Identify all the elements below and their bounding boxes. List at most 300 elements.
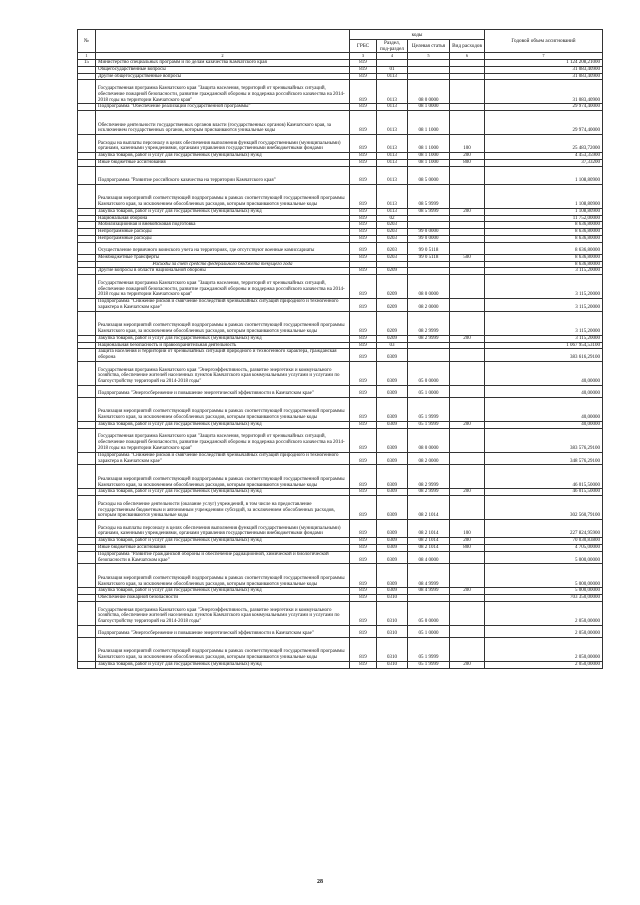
row-amount: 8 636,80000 (485, 235, 603, 242)
row-section: 0113 (377, 111, 408, 135)
row-name: Подпрограмма "Энергосбережение и повышение энергетической эффективности в Камчатском крае" (96, 385, 350, 397)
row-target: 08 2 0000 (408, 299, 450, 312)
row-name: Государственная программа Камчатского края "Энергоэффективность, развитие энергетики и коммунального хозяйства, обеспечение жителей населенных пунктов Камчатского края коммунальными услугами и услугами по благоустройству территорий на 2014-2018 годы" (96, 361, 350, 385)
row-section: 0113 (377, 184, 408, 208)
row-number (78, 80, 96, 104)
row-number (78, 268, 96, 275)
table-row (78, 465, 603, 489)
row-amount: 3 115,20000 (485, 275, 603, 299)
row-amount: 31 083,40900 (485, 73, 603, 80)
row-amount: 348 576,29100 (485, 452, 603, 465)
row-amount: 8 636,80000 (485, 222, 603, 229)
row-target: 08 2 1014 (408, 544, 450, 551)
table-row (78, 311, 603, 335)
row-amount: 40,00000 (485, 361, 603, 385)
row-grbs: 819 (350, 564, 377, 588)
table-row (78, 342, 603, 349)
table-row (78, 428, 603, 452)
row-name: Подпрограмма "Развитие гражданской обороны и обеспечение радиационной, химической и биологической безопасности в Камчатском крае" (96, 551, 350, 564)
row-target (408, 261, 450, 268)
column-numbers-row (78, 53, 603, 60)
row-amount: 31 083,40900 (485, 80, 603, 104)
row-grbs: 819 (350, 349, 377, 362)
row-number (78, 661, 96, 668)
row-section: 0113 (377, 73, 408, 80)
row-target: 05 1 0000 (408, 385, 450, 397)
row-section: 0203 (377, 254, 408, 261)
table-row (78, 229, 603, 236)
table-row (78, 520, 603, 538)
row-name: Реализация мероприятий соответствующей подпрограммы в рамках соответствующей государственной программы Камчатского края, за исключением обособленных расходов, которым присваиваются уникальные коды (96, 465, 350, 489)
row-number (78, 428, 96, 452)
row-name: Министерство специальных программ и по делам казачества Камчатского края (96, 60, 350, 67)
table-row (78, 73, 603, 80)
row-target: 99 0 0000 (408, 235, 450, 242)
row-target: 99 0 0000 (408, 229, 450, 236)
row-section: 0113 (377, 208, 408, 215)
row-target: 08 2 9999 (408, 335, 450, 342)
row-vid (450, 66, 485, 73)
row-grbs: 819 (350, 335, 377, 342)
table-row (78, 489, 603, 496)
row-name: Общегосударственные вопросы (96, 66, 350, 73)
row-section: 0309 (377, 551, 408, 564)
row-vid: 100 (450, 135, 485, 153)
row-vid (450, 564, 485, 588)
row-name: Государственная программа Камчатского края "Энергоэффективность, развитие энергетики и коммунального хозяйства, обеспечение жителей населенных пунктов Камчатского края коммунальными услугами и услугами по благоустройству территорий на 2014-2018 годы" (96, 601, 350, 625)
row-section: 0203 (377, 242, 408, 254)
table-row (78, 421, 603, 428)
row-grbs: 819 (350, 235, 377, 242)
table-row (78, 261, 603, 268)
row-number (78, 595, 96, 602)
row-grbs: 819 (350, 215, 377, 222)
row-vid (450, 268, 485, 275)
table-row (78, 335, 603, 342)
row-section: 0310 (377, 595, 408, 602)
row-number (78, 215, 96, 222)
row-number (78, 564, 96, 588)
row-number (78, 166, 96, 184)
row-target: 08 2 9999 (408, 489, 450, 496)
row-vid: 200 (450, 153, 485, 160)
row-name: Непрограммные расходы (96, 235, 350, 242)
header-amount: Годовой объем ассигнований (485, 30, 603, 53)
row-name: Расходы на выплаты персоналу в целях обеспечения выполнения функций государственными (муниципальными) органами, казенными учреждениями, органами управления государственными внебюджетными фондами (96, 135, 350, 153)
table-row (78, 268, 603, 275)
row-vid (450, 73, 485, 80)
row-section: 0113 (377, 159, 408, 166)
row-target: 08 0 0000 (408, 80, 450, 104)
row-target (408, 268, 450, 275)
row-number (78, 222, 96, 229)
row-grbs: 819 (350, 397, 377, 421)
row-grbs: 819 (350, 311, 377, 335)
row-vid (450, 229, 485, 236)
row-section: 0209 (377, 268, 408, 275)
row-name: Государственная программа Камчатского края "Защита населения, территорий от чрезвычайных ситуаций, обеспечение пожарной безопасности, развитие гражданской обороны и поддержка российского казачества на 2014-2018 годы на территории Камчатского края" (96, 428, 350, 452)
row-name: Межбюджетные трансферты (96, 254, 350, 261)
header-section: Раздел, под-раздел (377, 40, 408, 53)
table-row (78, 564, 603, 588)
table-row (78, 299, 603, 312)
row-number (78, 625, 96, 637)
row-name: Реализация мероприятий соответствующей подпрограммы в рамках соответствующей государственной программы Камчатского края, за исключением обособленных расходов, которым присваиваются уникальные коды (96, 564, 350, 588)
header-vid: Вид расходов (450, 40, 485, 53)
row-amount: 2 050,00000 (485, 637, 603, 661)
row-amount: 4 453,35900 (485, 153, 603, 160)
row-target: 08 1 1000 (408, 111, 450, 135)
row-grbs: 819 (350, 60, 377, 67)
header-target: Целевая статья (408, 40, 450, 53)
row-number (78, 588, 96, 595)
row-amount: 40,00000 (485, 397, 603, 421)
row-name: Другие вопросы в области национальной обороны (96, 268, 350, 275)
row-section: 0309 (377, 452, 408, 465)
row-amount: 11 752,00000 (485, 215, 603, 222)
row-target: 08 4 0000 (408, 551, 450, 564)
row-grbs: 819 (350, 428, 377, 452)
row-amount: 227 824,95900 (485, 520, 603, 538)
row-amount: 1 108,80900 (485, 208, 603, 215)
row-vid: 500 (450, 254, 485, 261)
row-grbs: 819 (350, 544, 377, 551)
table-row (78, 661, 603, 668)
row-amount: 3 115,20000 (485, 311, 603, 335)
row-section: 0310 (377, 601, 408, 625)
row-vid: 200 (450, 208, 485, 215)
row-amount: 1 108,80900 (485, 184, 603, 208)
row-target: 08 2 1014 (408, 496, 450, 520)
row-number (78, 342, 96, 349)
row-vid: 200 (450, 538, 485, 545)
row-vid (450, 184, 485, 208)
row-vid (450, 299, 485, 312)
row-amount: 2 050,00000 (485, 661, 603, 668)
row-name: Закупка товаров, работ и услуг для государственных (муниципальных) нужд (96, 489, 350, 496)
table-row (78, 349, 603, 362)
row-amount: 703 350,00000 (485, 595, 603, 602)
row-vid (450, 349, 485, 362)
row-grbs: 819 (350, 229, 377, 236)
header-number: № (78, 30, 96, 53)
row-grbs: 819 (350, 452, 377, 465)
row-grbs: 819 (350, 625, 377, 637)
row-name: Подпрограмма "Обеспечение реализации государственной программы" (96, 104, 350, 111)
row-vid: 200 (450, 588, 485, 595)
table-row (78, 385, 603, 397)
table-row (78, 551, 603, 564)
row-number (78, 104, 96, 111)
row-name: Расходы за счет средств федерального бюджета текущего года (96, 261, 350, 268)
row-section: 0113 (377, 104, 408, 111)
row-section: 0113 (377, 153, 408, 160)
row-amount: 3 115,20000 (485, 335, 603, 342)
row-grbs: 819 (350, 135, 377, 153)
row-target (408, 215, 450, 222)
row-target: 05 0 0000 (408, 601, 450, 625)
row-grbs: 819 (350, 595, 377, 602)
row-vid (450, 465, 485, 489)
table-row (78, 215, 603, 222)
row-vid (450, 625, 485, 637)
row-target: 08 1 1000 (408, 153, 450, 160)
row-target: 05 1 9999 (408, 397, 450, 421)
row-number (78, 229, 96, 236)
row-target (408, 342, 450, 349)
row-target: 08 2 0000 (408, 452, 450, 465)
row-vid (450, 551, 485, 564)
row-amount: 8 636,80000 (485, 229, 603, 236)
row-grbs: 819 (350, 601, 377, 625)
row-grbs: 819 (350, 159, 377, 166)
row-number (78, 242, 96, 254)
row-section: 02 (377, 215, 408, 222)
row-amount: 1 108,80900 (485, 166, 603, 184)
row-target: 08 2 1014 (408, 538, 450, 545)
row-vid (450, 80, 485, 104)
row-grbs: 819 (350, 275, 377, 299)
row-number (78, 349, 96, 362)
row-amount: 8 636,80000 (485, 261, 603, 268)
row-name: Национальная оборона (96, 215, 350, 222)
row-amount: 5 000,00000 (485, 588, 603, 595)
row-amount: 1 067 954,53100 (485, 342, 603, 349)
row-grbs: 819 (350, 184, 377, 208)
row-section: 0209 (377, 299, 408, 312)
row-number (78, 397, 96, 421)
row-target: 99 0 5118 (408, 254, 450, 261)
row-number (78, 135, 96, 153)
row-target: 08 0 0000 (408, 428, 450, 452)
row-grbs: 819 (350, 166, 377, 184)
row-name: Закупка товаров, работ и услуг для государственных (муниципальных) нужд (96, 421, 350, 428)
row-target: 05 1 9999 (408, 421, 450, 428)
table-row (78, 544, 603, 551)
row-name: Другие общегосударственные вопросы (96, 73, 350, 80)
table-row (78, 60, 603, 67)
row-vid (450, 111, 485, 135)
header-codes: коды (350, 30, 485, 40)
table-row (78, 80, 603, 104)
row-section: 03 (377, 342, 408, 349)
row-amount: 70 030,83800 (485, 538, 603, 545)
row-number (78, 496, 96, 520)
row-grbs: 819 (350, 421, 377, 428)
row-number (78, 153, 96, 160)
row-name: Подпрограмма "Развитие российского казачества на территории Камчатского края" (96, 166, 350, 184)
row-name: Государственная программа Камчатского края "Защита населения, территорий от чрезвычайных ситуаций, обеспечение пожарной безопасности, развитие гражданской обороны и поддержка российского казачества на 2014-2018 годы на территории Камчатского края" (96, 80, 350, 104)
row-name: Государственная программа Камчатского края "Защита населения, территорий от чрезвычайных ситуаций, обеспечение пожарной безопасности, развитие гражданской обороны и поддержка российского казачества на 2014-2018 годы на территории Камчатского края" (96, 275, 350, 299)
row-number (78, 421, 96, 428)
table-row (78, 637, 603, 661)
row-amount: 37,33200 (485, 159, 603, 166)
row-grbs: 819 (350, 153, 377, 160)
row-vid (450, 637, 485, 661)
table-row (78, 235, 603, 242)
row-number (78, 254, 96, 261)
row-vid: 100 (450, 520, 485, 538)
row-target: 08 4 9999 (408, 564, 450, 588)
row-section: 0309 (377, 544, 408, 551)
row-number (78, 452, 96, 465)
row-section: 0309 (377, 489, 408, 496)
row-number (78, 208, 96, 215)
row-grbs: 819 (350, 361, 377, 385)
row-grbs: 819 (350, 661, 377, 668)
row-name: Осуществление первичного воинского учета на территориях, где отсутствуют военные комиссариаты (96, 242, 350, 254)
row-section: 0309 (377, 428, 408, 452)
row-section: 0309 (377, 496, 408, 520)
row-amount: 46 015,50000 (485, 489, 603, 496)
row-amount: 5 000,00000 (485, 564, 603, 588)
row-number (78, 544, 96, 551)
row-target: 08 2 1014 (408, 520, 450, 538)
row-section: 0309 (377, 564, 408, 588)
row-target: 05 0 0000 (408, 361, 450, 385)
row-name: Иные бюджетные ассигнования (96, 544, 350, 551)
row-number (78, 73, 96, 80)
row-grbs: 819 (350, 465, 377, 489)
row-name: Национальная безопасность и правоохранительная деятельность (96, 342, 350, 349)
row-number (78, 111, 96, 135)
row-amount: 25 483,72000 (485, 135, 603, 153)
budget-rows (78, 60, 603, 669)
colnum: 5 (408, 53, 450, 60)
row-name: Закупка товаров, работ и услуг для государственных (муниципальных) нужд (96, 153, 350, 160)
table-row (78, 452, 603, 465)
row-name: Закупка товаров, работ и услуг для государственных (муниципальных) нужд (96, 588, 350, 595)
budget-table-sheet (77, 29, 602, 669)
row-name: Закупка товаров, работ и услуг для государственных (муниципальных) нужд (96, 538, 350, 545)
row-target: 08 5 0000 (408, 166, 450, 184)
row-name: Подпрограмма "Энергосбережение и повышение энергетической эффективности в Камчатском крае" (96, 625, 350, 637)
row-section (377, 60, 408, 67)
row-section: 0203 (377, 229, 408, 236)
row-target (408, 222, 450, 229)
row-section: 01 (377, 66, 408, 73)
table-row (78, 135, 603, 153)
row-section: 0309 (377, 520, 408, 538)
colnum: 3 (350, 53, 377, 60)
row-name: Обеспечение деятельности государственных органов власти (государственных органов) Камчатского края, за исключением государственных органов, которым присваиваются уникальные коды (96, 111, 350, 135)
header-name (96, 30, 350, 53)
row-target: 05 1 9999 (408, 661, 450, 668)
row-grbs: 819 (350, 538, 377, 545)
row-vid (450, 166, 485, 184)
colnum: 4 (377, 53, 408, 60)
row-amount: 383 576,29100 (485, 428, 603, 452)
row-number (78, 520, 96, 538)
row-section: 0113 (377, 135, 408, 153)
row-vid (450, 452, 485, 465)
row-name: Защита населения и территории от чрезвычайных ситуаций природного и техногенного характера, гражданская оборона (96, 349, 350, 362)
row-grbs: 819 (350, 299, 377, 312)
table-row (78, 159, 603, 166)
table-row (78, 538, 603, 545)
table-row (78, 153, 603, 160)
row-vid (450, 215, 485, 222)
row-vid (450, 104, 485, 111)
row-name: Непрограммные расходы (96, 229, 350, 236)
table-row (78, 208, 603, 215)
row-target: 08 0 0000 (408, 275, 450, 299)
row-target: 08 1 0000 (408, 104, 450, 111)
row-name: Реализация мероприятий соответствующей подпрограммы в рамках соответствующей государственной программы Камчатского края, за исключением обособленных расходов, которым присваиваются уникальные коды (96, 184, 350, 208)
row-amount: 46 015,50000 (485, 465, 603, 489)
row-amount: 1 124 208,21000 (485, 60, 603, 67)
row-number (78, 235, 96, 242)
row-target: 05 1 0000 (408, 625, 450, 637)
row-vid: 200 (450, 335, 485, 342)
row-vid (450, 361, 485, 385)
table-row (78, 397, 603, 421)
row-grbs: 819 (350, 342, 377, 349)
row-vid (450, 595, 485, 602)
row-name: Расходы на обеспечение деятельности (оказание услуг) учреждений, в том числе на предоставление государственным бюджетным и автономным учреждениям субсидий, за исключением обособленных расходов, которым присваиваются уникальные коды (96, 496, 350, 520)
row-grbs: 819 (350, 588, 377, 595)
table-row (78, 275, 603, 299)
table-row (78, 595, 603, 602)
colnum: 2 (96, 53, 350, 60)
row-section: 0309 (377, 588, 408, 595)
row-vid (450, 385, 485, 397)
row-target (408, 73, 450, 80)
page-number: 28 (317, 879, 323, 885)
row-number (78, 551, 96, 564)
row-section: 0309 (377, 421, 408, 428)
row-number (78, 601, 96, 625)
row-name: Подпрограмма "Снижение рисков и смягчение последствий чрезвычайных ситуаций природного и техногенного характера в Камчатском крае" (96, 299, 350, 312)
row-target: 08 1 1000 (408, 159, 450, 166)
row-amount: 31 083,40900 (485, 66, 603, 73)
colnum: 6 (450, 53, 485, 60)
table-row (78, 222, 603, 229)
row-grbs: 819 (350, 104, 377, 111)
row-name: Реализация мероприятий соответствующей подпрограммы в рамках соответствующей государственной программы Камчатского края, за исключением обособленных расходов, которым присваиваются уникальные коды (96, 397, 350, 421)
table-row (78, 166, 603, 184)
table-row (78, 184, 603, 208)
row-amount: 8 636,80000 (485, 254, 603, 261)
row-target (408, 595, 450, 602)
row-vid: 200 (450, 489, 485, 496)
budget-table (77, 29, 603, 669)
row-amount: 3 115,20000 (485, 299, 603, 312)
table-row (78, 104, 603, 111)
row-name: Иные бюджетные ассигнования (96, 159, 350, 166)
row-name: Закупка товаров, работ и услуг для государственных (муниципальных) нужд (96, 661, 350, 668)
row-section: 0309 (377, 385, 408, 397)
row-amount: 40,00000 (485, 421, 603, 428)
table-row (78, 254, 603, 261)
row-grbs: 819 (350, 551, 377, 564)
row-vid (450, 222, 485, 229)
table-row (78, 361, 603, 385)
row-number (78, 311, 96, 335)
row-target: 08 5 9999 (408, 184, 450, 208)
row-target (408, 66, 450, 73)
row-name: Обеспечение пожарной безопасности (96, 595, 350, 602)
row-vid (450, 496, 485, 520)
row-grbs: 819 (350, 66, 377, 73)
row-section: 0203 (377, 235, 408, 242)
row-number (78, 538, 96, 545)
row-vid (450, 311, 485, 335)
row-target: 08 2 9999 (408, 311, 450, 335)
table-row (78, 601, 603, 625)
row-number: 15 (78, 60, 96, 67)
table-row (78, 242, 603, 254)
